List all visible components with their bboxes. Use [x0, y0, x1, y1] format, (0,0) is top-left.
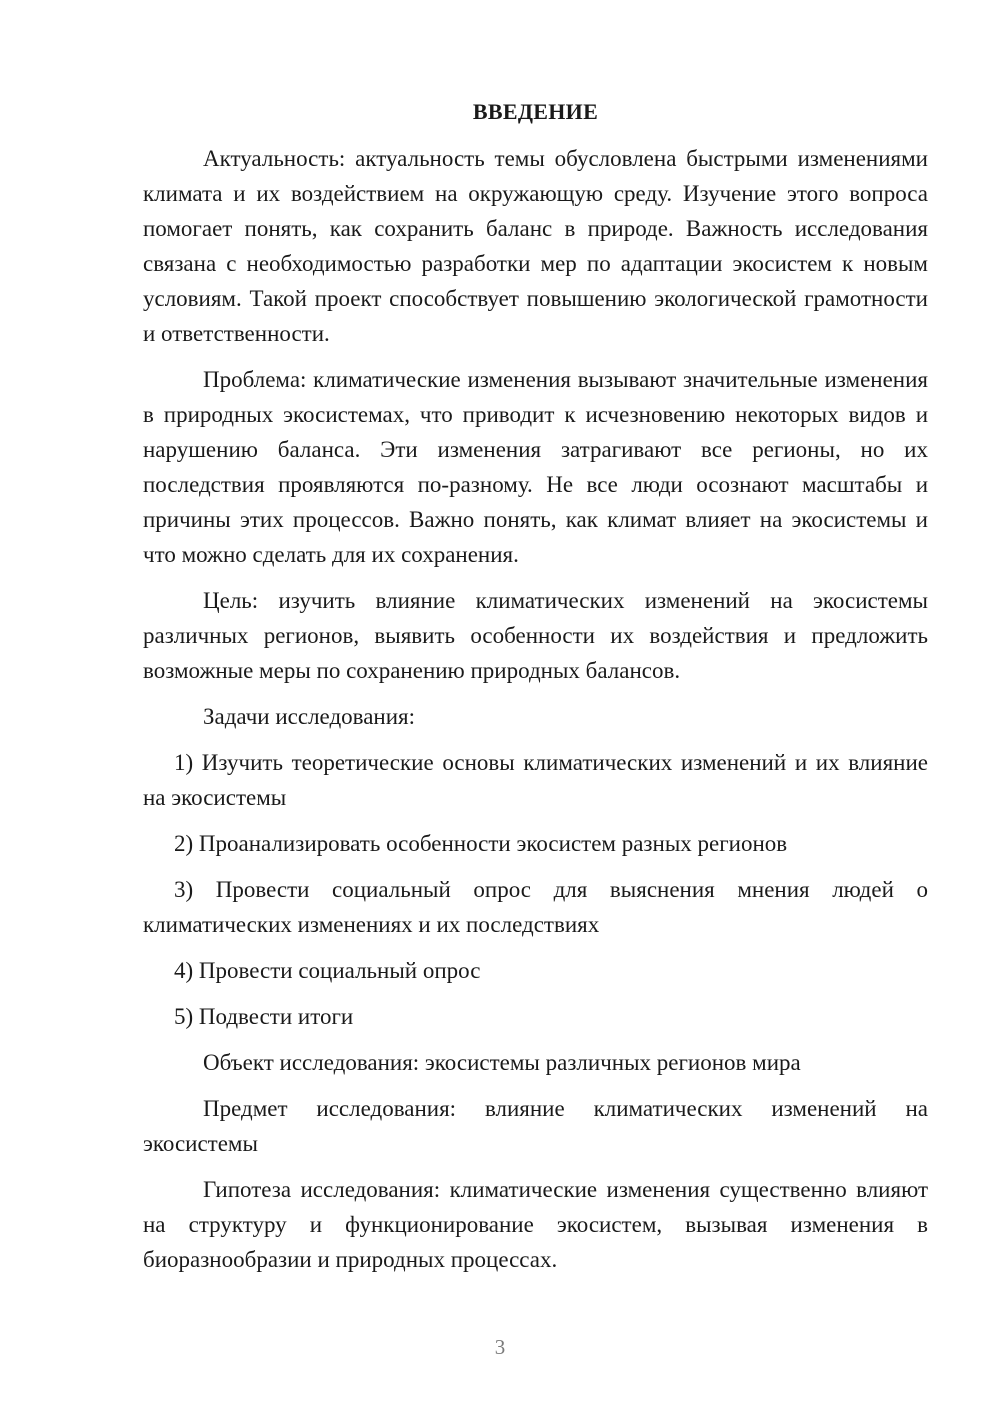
paragraph-problem: Проблема: климатические изменения вызывают значительные изменения в природных экосистемах, что приводит к исчезновению некоторых видов и нарушению баланса. Эти изменения затрагивают все регионы, но их последствия проявляются по-разному. Не все люди осознают масштабы и причины этих процессов. Важно понять, как климат влияет на экосистемы и что можно сделать для их сохранения. — [143, 367, 928, 567]
paragraph-object: Объект исследования: экосистемы различных регионов мира — [203, 1050, 801, 1075]
paragraph-relevance: Актуальность: актуальность темы обусловлена быстрыми изменениями климата и их воздействием на окружающую среду. Изучение этого вопроса помогает понять, как сохранить баланс в природе. Важность исследования связана с необходимостью разработки мер по адаптации экосистем к новым условиям. Такой проект способствует повышению экологической грамотности и ответственности. — [143, 146, 928, 346]
task-item-4: 4) Провести социальный опрос — [174, 958, 481, 983]
page-title: ВВЕДЕНИЕ — [472, 99, 599, 124]
paragraph-goal: Цель: изучить влияние климатических изменений на экосистемы различных регионов, выявить особенности их воздействия и предложить возможные меры по сохранению природных балансов. — [143, 588, 928, 683]
task-item-3: 3) Провести социальный опрос для выяснения мнения людей о климатических изменениях и их последствиях — [143, 877, 928, 937]
paragraph-hypothesis: Гипотеза исследования: климатические изменения существенно влияют на структуру и функционирование экосистем, вызывая изменения в биоразнообразии и природных процессах. — [143, 1177, 928, 1272]
paragraph-tasks-title: Задачи исследования: — [203, 704, 416, 729]
task-item-1: 1) Изучить теоретические основы климатических изменений и их влияние на экосистемы — [143, 750, 928, 810]
tasks-list — [143, 745, 928, 1034]
page-number: 3 — [494, 1335, 506, 1359]
task-item-5: 5) Подвести итоги — [174, 1004, 354, 1029]
paragraph-subject: Предмет исследования: влияние климатических изменений на экосистемы — [143, 1096, 928, 1156]
task-item-2: 2) Проанализировать особенности экосистем разных регионов — [174, 831, 788, 856]
page-content — [143, 94, 928, 1288]
